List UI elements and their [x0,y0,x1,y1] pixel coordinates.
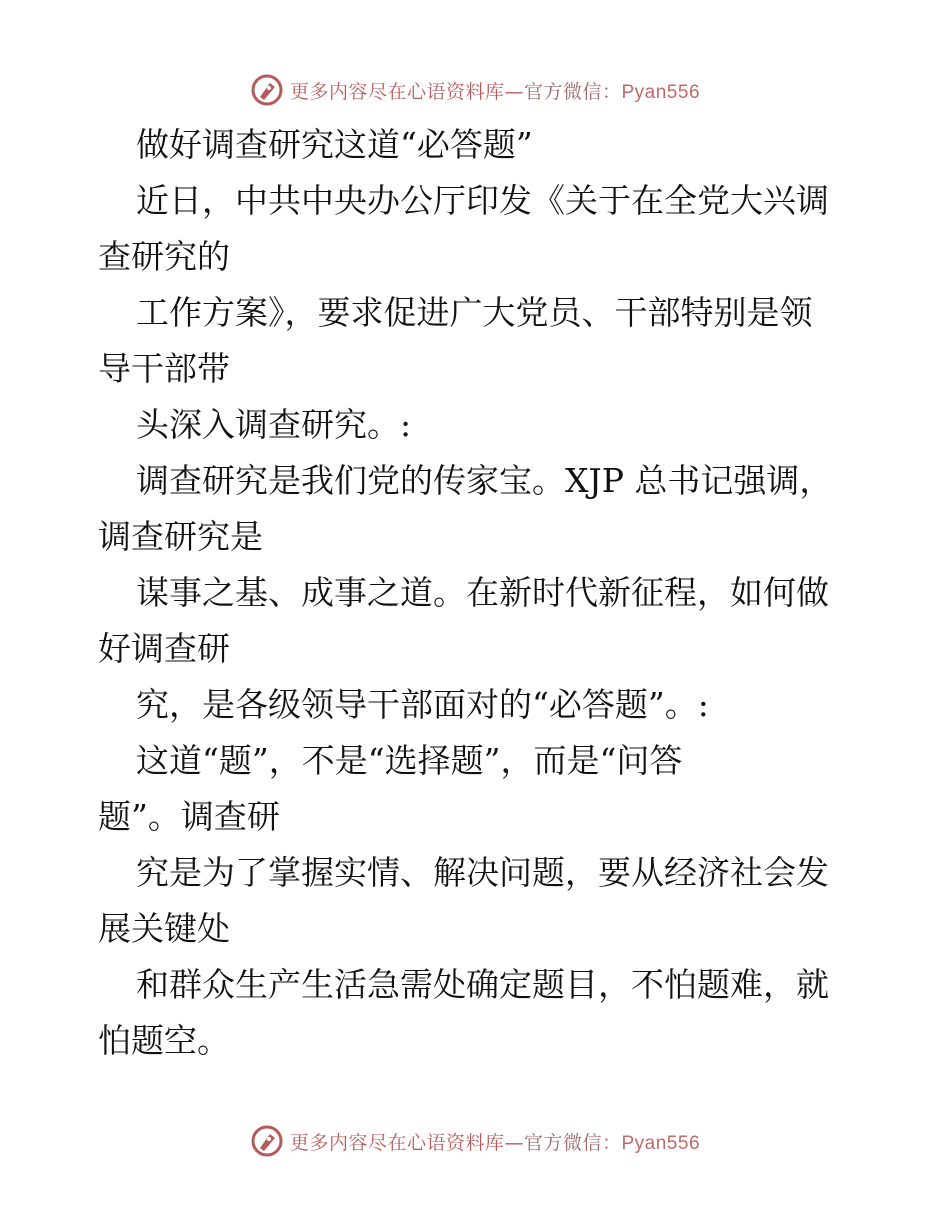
text-line: 题”。调查研 [98,797,280,836]
text-line: 这道“题”，不是“选择题”，而是“问答 [136,741,683,780]
watermark-text [290,77,700,104]
pen-nib-logo-icon [250,73,284,107]
watermark-text [290,1128,700,1155]
watermark-wechat-label: 官方微信： [523,1131,622,1154]
text-line: 怕题空。 [98,1021,230,1060]
document-body [98,117,858,1069]
text-line: 工作方案》，要求促进广大党员、干部特别是领 [136,293,813,332]
text-line: 导干部带 [98,349,230,388]
watermark-separator: — [504,1131,524,1154]
watermark-separator: — [504,80,524,103]
pen-nib-logo-icon [250,1124,284,1158]
watermark-brand: 更多内容尽在心语资料库 [289,80,505,103]
watermark-wechat-label: 官方微信： [523,80,622,103]
watermark-wechat-id: Pyan556 [621,81,701,103]
footer-watermark [0,1121,950,1161]
watermark-wechat-id: Pyan556 [621,1132,701,1154]
text-line: 查研究的 [98,237,230,276]
text-line: 做好调查研究这道“必答题” [136,125,533,164]
text-line: 展关键处 [98,909,230,948]
text-line: 调查研究是我们党的传家宝。XJP 总书记强调， [136,461,833,500]
watermark-brand: 更多内容尽在心语资料库 [289,1131,505,1154]
text-line: 调查研究是 [98,517,263,556]
text-line: 和群众生产生活急需处确定题目，不怕题难，就 [136,965,829,1004]
text-line: 头深入调查研究。: [136,405,412,444]
text-line: 好调查研 [98,629,230,668]
text-line: 究，是各级领导干部面对的“必答题”。: [136,685,709,724]
text-line: 谋事之基、成事之道。在新时代新征程，如何做 [136,573,829,612]
header-watermark [0,70,950,110]
text-line: 究是为了掌握实情、解决问题，要从经济社会发 [136,853,829,892]
text-line: 近日，中共中央办公厅印发《关于在全党大兴调 [136,181,829,220]
